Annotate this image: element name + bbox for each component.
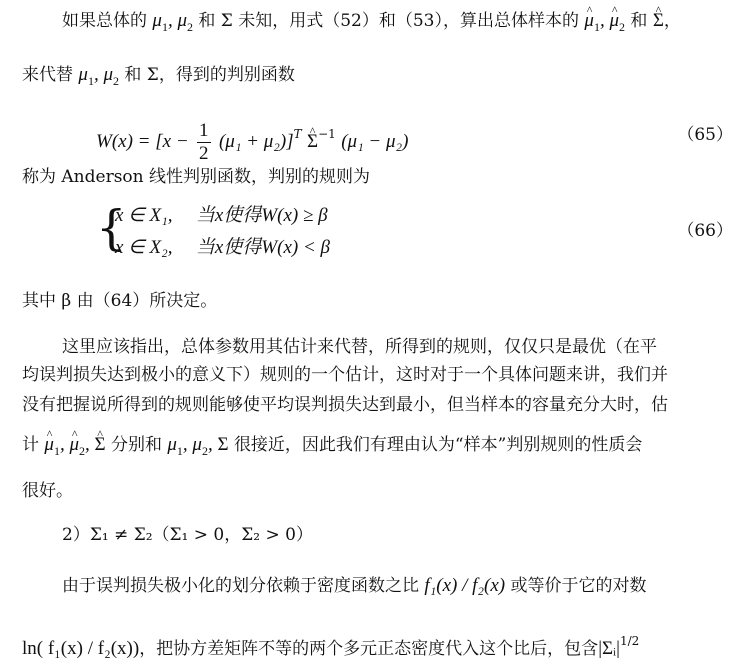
transpose-superscript: T <box>293 127 302 141</box>
text-segment: 由于误判损失极小化的划分依赖于密度函数之比 <box>62 576 419 596</box>
mu-symbols: $\mu_1$, $\mu_2$ <box>78 64 119 88</box>
text-segment: 分别和 <box>110 435 162 455</box>
equation-lhs: W(x) = [x − <box>96 131 189 152</box>
equation-66-row-2 <box>115 237 330 259</box>
equation-66-row-1 <box>115 205 328 227</box>
paragraph-2-line-5: 很好。 <box>22 481 73 501</box>
anderson-line: 称为 Anderson 线性判别函数，判别的规则为 <box>22 167 371 187</box>
text-segment: 很接近，因此我们有理由认为“样本”判别规则的性质会 <box>233 435 643 455</box>
equation-65 <box>96 112 408 165</box>
sigma-hat: ^ Σ <box>307 120 318 164</box>
equation-tail: (μ₁ − μ₂) <box>341 131 409 152</box>
fraction-denominator: 2 <box>199 143 209 164</box>
case-1-rule: 当x使得W(x) ≥ β <box>195 205 328 226</box>
density-ratio: f₁(x) / f₂(x) <box>424 575 506 596</box>
paragraph-3-line-1 <box>62 575 647 597</box>
case-2-heading: 2）Σ₁ ≠ Σ₂（Σ₁ > 0，Σ₂ > 0） <box>62 525 313 545</box>
text-segment: 和 Σ 未知，用式（52）和（53），算出总体样本的 <box>198 11 579 31</box>
fraction-one-half <box>197 120 211 165</box>
text-segment: ，把协方差矩阵不等的两个多元正态密度代入这个比后，包含 <box>139 639 599 659</box>
text-segment: 和 <box>630 11 648 31</box>
equation-number-66: （66） <box>677 221 733 241</box>
paragraph-1-line-2 <box>22 64 295 92</box>
fraction-numerator: 1 <box>199 120 209 141</box>
equation-mid: (μ₁ + μ₂)] <box>218 131 294 152</box>
paragraph-2-line-3: 没有把握说所得到的规则能够使平均误判损失达到最小，但当样本的容量充分大时，估 <box>22 395 668 415</box>
inverse-superscript: −1 <box>318 127 336 141</box>
mu-hat-symbols: ^ $\mu_1$, ^ $\mu_2$ <box>584 10 625 31</box>
paragraph-3-line-2 <box>22 630 639 660</box>
case-1-condition: x ∈ X₁, <box>115 205 173 226</box>
case-2-rule: 当x使得W(x) < β <box>195 237 330 258</box>
text-segment: 或等价于它的对数 <box>510 576 647 596</box>
paragraph-2-line-2: 均误判损失达到极小的意义下）规则的一个估计，这时对于一个具体问题来讲，我们并 <box>22 365 668 385</box>
paragraph-2-line-4 <box>22 434 642 462</box>
text-segment: 和 Σ，得到的判别函数 <box>124 65 295 85</box>
text-segment: 如果总体的 <box>62 11 147 31</box>
case-2-condition: x ∈ X₂, <box>115 237 173 258</box>
left-brace: { <box>96 200 127 256</box>
text-segment: ， <box>663 11 681 31</box>
text-segment: 计 <box>22 435 39 455</box>
equation-number-65: （65） <box>677 125 733 145</box>
text-segment: 来代替 <box>22 65 73 85</box>
half-power-superscript: 1/2 <box>619 634 640 648</box>
sigma-hat-symbol: ^ Σ <box>653 10 664 32</box>
paragraph-1-line-1 <box>62 10 681 38</box>
estimator-symbols: ^ $\mu_1$, ^ $\mu_2$, ^ Σ <box>44 434 105 455</box>
mu-symbols: $\mu_1$, $\mu_2$ <box>152 10 193 34</box>
beta-line: 其中 β 由（64）所决定。 <box>22 291 218 311</box>
parameter-symbols: $\mu_1$, $\mu_2$, Σ <box>167 434 229 458</box>
log-density-ratio: ln( f₁(x) / f₂(x)) <box>22 638 140 659</box>
sigma-determinant: |Σᵢ| <box>598 638 620 659</box>
paragraph-2-line-1: 这里应该指出，总体参数用其估计来代替，所得到的规则，仅仅只是最优（在平 <box>62 337 657 357</box>
